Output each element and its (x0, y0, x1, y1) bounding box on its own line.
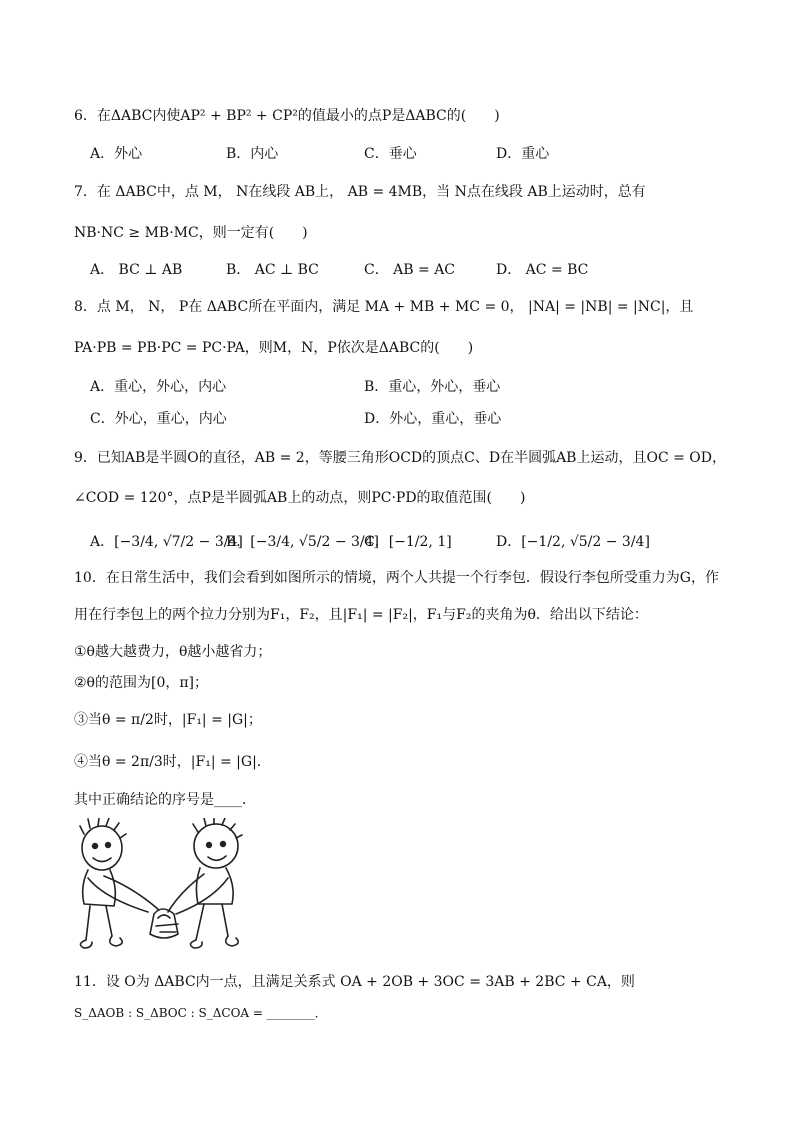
q8-option-a: A．重心，外心，内心 (90, 379, 227, 395)
q6-stem: 6．在ΔABC内使AP² + BP² + CP²的值最小的点P是ΔABC的( ) (74, 108, 500, 124)
q7-line1: 7．在 ΔABC中，点 M， N在线段 AB上， AB = 4MB，当 N点在线段 AB上运动时，总有 (74, 184, 646, 200)
q9-option-b: B．[−3/4, √5/2 − 3/4] (226, 534, 379, 550)
q10-item-1: ①θ越大越费力，θ越小越省力； (74, 644, 272, 660)
q8-options-row1 (90, 377, 730, 397)
q8-option-c: C．外心，重心，内心 (90, 411, 227, 427)
q7-option-d: D． AC = BC (496, 262, 589, 278)
q11-line1: 11．设 O为 ΔABC内一点，且满足关系式 OA + 2OB + 3OC = 3AB + 2BC + CA，则 (74, 974, 635, 990)
q7-option-a: A． BC ⊥ AB (90, 262, 183, 278)
q10-line1: 10．在日常生活中，我们会看到如图所示的情境，两个人共提一个行李包．假设行李包所受重力为G，作 (74, 570, 719, 586)
q8-options-row2 (90, 409, 730, 429)
q10-item-3: ③当θ = π/2时，|F₁| = |G|； (74, 712, 262, 728)
q10-item-2: ②θ的范围为[0，π]； (74, 675, 209, 691)
q7-option-c: C． AB = AC (364, 262, 456, 278)
q8-option-d: D．外心，重心，垂心 (364, 411, 502, 427)
q10-prompt: 其中正确结论的序号是____． (74, 792, 256, 808)
left-kid (80, 818, 159, 948)
luggage-bag (150, 909, 178, 938)
right-kid (168, 818, 242, 948)
q7-line2: NB·NC ≥ MB·MC，则一定有( ) (74, 225, 308, 241)
q6-option-b: B．内心 (226, 146, 279, 162)
q9-option-c: C．[−1/2, 1] (364, 534, 452, 550)
q9-option-d: D．[−1/2, √5/2 − 3/4] (496, 534, 650, 550)
q6-option-d: D．重心 (496, 146, 550, 162)
q10-line2: 用在行李包上的两个拉力分别为F₁，F₂，且|F₁| = |F₂|，F₁与F₂的夹角为θ．给出以下结论： (74, 607, 648, 623)
q8-option-b: B．重心，外心，垂心 (364, 379, 501, 395)
q9-line1: 9．已知AB是半圆O的直径，AB = 2，等腰三角形OCD的顶点C、D在半圆弧AB上运动，且OC = OD， (74, 450, 726, 466)
q8-line2: PA·PB = PB·PC = PC·PA，则M，N，P依次是ΔABC的( ) (74, 340, 474, 356)
q9-option-a: A．[−3/4, √7/2 − 3/4] (90, 534, 243, 550)
q9-options (90, 532, 730, 552)
q6-option-c: C．垂心 (364, 146, 417, 162)
q11-line2: S_ΔAOB : S_ΔBOC : S_ΔCOA = ________． (74, 1006, 327, 1020)
q9-line2: ∠COD = 120°，点P是半圆弧AB上的动点，则PC·PD的取值范围( ) (74, 490, 526, 506)
q7-option-b: B． AC ⊥ BC (226, 262, 319, 278)
q10-item-4: ④当θ = 2π/3时，|F₁| = |G|． (74, 754, 271, 770)
q8-line1: 8．点 M， N， P在 ΔABC所在平面内，满足 MA + MB + MC = 0， |NA| = |NB| = |NC|，且 (74, 299, 694, 315)
two-kids-carrying-bag-illustration (74, 818, 244, 953)
q7-options (90, 260, 730, 280)
q6-option-a: A．外心 (90, 146, 143, 162)
q6-options (90, 144, 730, 164)
